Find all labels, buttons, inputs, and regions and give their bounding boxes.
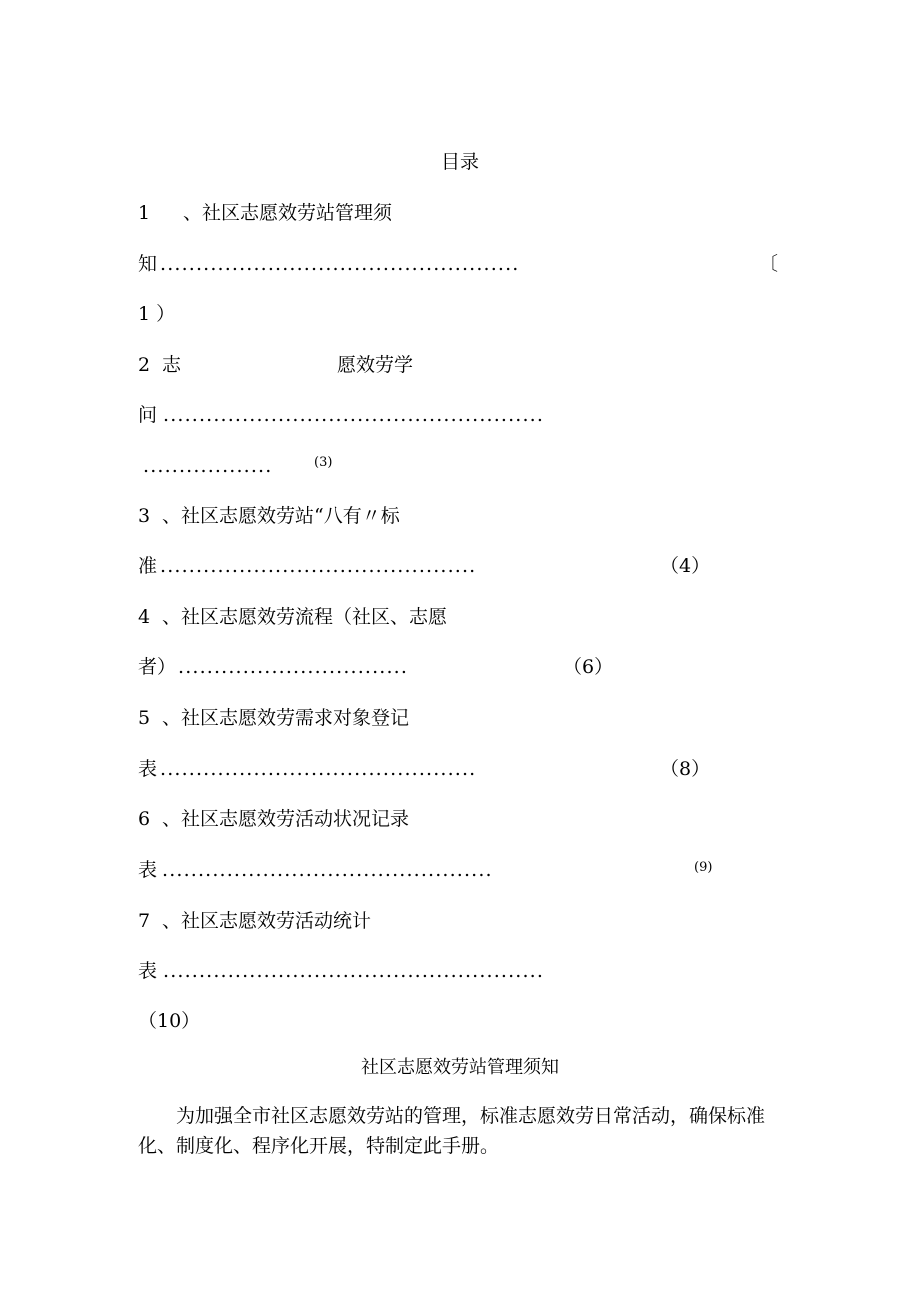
- toc-item-title-cont: 问: [138, 404, 158, 426]
- toc-leader-dots: ..............................................: [162, 859, 493, 881]
- toc-leader-dots: ..................: [143, 455, 273, 477]
- toc-item-title: 愿效劳学: [337, 354, 414, 376]
- toc-page-number: （10）: [138, 1010, 201, 1032]
- toc-item-title-cont: 准: [138, 555, 158, 577]
- section-heading: 社区志愿效劳站管理须知: [361, 1057, 559, 1078]
- toc-page-number: (3): [314, 455, 333, 470]
- toc-item-number: 4: [138, 606, 151, 628]
- toc-item-title-cont: 表: [138, 859, 158, 881]
- intro-paragraph: 为加强全市社区志愿效劳站的管理，标准志愿效劳日常活动，确保标准化、制度化、程序化开展，特制定此手册。: [138, 1105, 766, 1157]
- toc-item-title: 、社区志愿效劳活动统计: [162, 910, 372, 932]
- toc-leader-dots: .....................................................: [163, 404, 545, 426]
- toc-item-number: 7: [138, 910, 151, 932]
- toc-page-open: 〔: [759, 253, 779, 275]
- toc-page-number: (9): [694, 860, 713, 875]
- toc-item-number: 5: [138, 707, 151, 729]
- toc-item-title-cont: 者）: [138, 656, 177, 678]
- toc-leader-dots: ................................: [178, 656, 409, 678]
- toc-item-number: 6: [138, 808, 151, 830]
- toc-title: 目录: [440, 151, 479, 173]
- toc-item-title: 、社区志愿效劳站“八有〃标: [162, 505, 400, 527]
- toc-page-number: （6）: [563, 656, 614, 678]
- toc-item-number: 3: [138, 505, 151, 527]
- toc-leader-dots: .....................................................: [163, 960, 545, 982]
- toc-item-title: 、社区志愿效劳需求对象登记: [162, 707, 410, 729]
- toc-leader-dots: ............................................: [160, 758, 477, 780]
- toc-page-number: 1 ）: [138, 303, 176, 325]
- toc-item-title-cont: 表: [138, 758, 158, 780]
- toc-leader-dots: ............................................: [160, 555, 477, 577]
- toc-leader-dots: ..................................................: [160, 253, 520, 275]
- toc-page-number: （8）: [660, 758, 711, 780]
- toc-item-title: 、社区志愿效劳流程（社区、志愿: [162, 606, 448, 628]
- toc-item-title: 志: [162, 354, 182, 376]
- toc-item-number: 2: [138, 354, 151, 376]
- toc-item-title: 、社区志愿效劳站管理须: [183, 202, 393, 224]
- toc-item-title: 、社区志愿效劳活动状况记录: [162, 808, 410, 830]
- toc-item-title-cont: 表: [138, 960, 158, 982]
- toc-page-number: （4）: [660, 555, 711, 577]
- toc-item-number: 1: [138, 202, 151, 224]
- toc-item-title-cont: 知: [138, 253, 158, 275]
